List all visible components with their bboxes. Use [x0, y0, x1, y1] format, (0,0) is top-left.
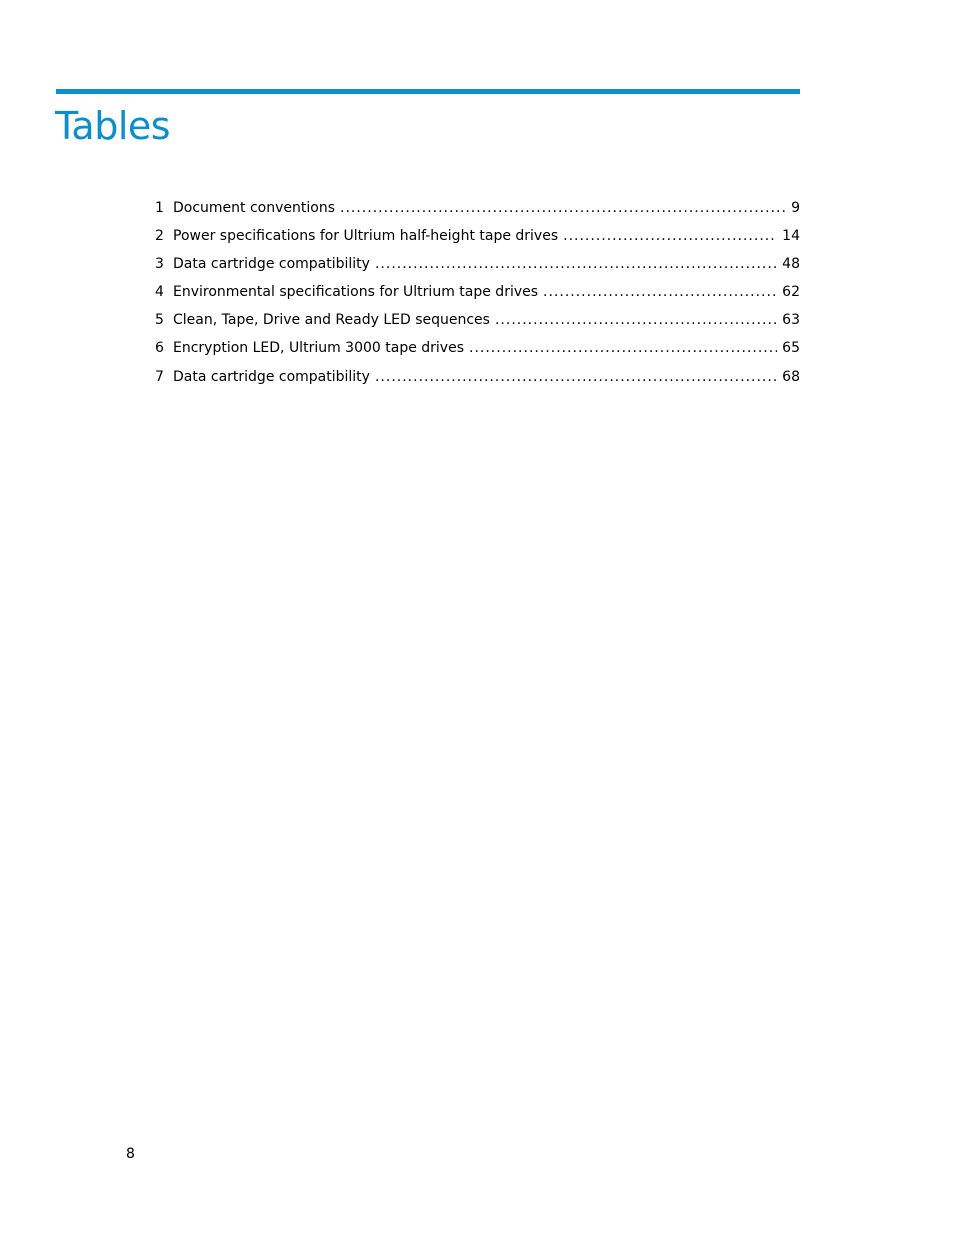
toc-entry-page: 14	[782, 228, 800, 245]
toc-entry-title: Data cartridge compatibility	[173, 368, 370, 385]
toc-entry-title: Data cartridge compatibility	[173, 256, 370, 273]
toc-entry-page: 9	[791, 200, 800, 216]
toc-entry-title: Power specifications for Ultrium half-height tape drives	[173, 228, 559, 245]
toc-entry-title: Clean, Tape, Drive and Ready LED sequences	[173, 312, 490, 329]
toc-entry-number: 6	[155, 340, 164, 357]
toc-entry-number: 7	[155, 368, 164, 385]
toc-entry[interactable]	[155, 198, 800, 226]
tables-list	[155, 198, 800, 395]
toc-entry[interactable]	[155, 282, 800, 310]
page-number: 8	[126, 1146, 135, 1162]
toc-entry-number: 2	[155, 228, 164, 245]
toc-entry-title: Encryption LED, Ultrium 3000 tape drives	[173, 340, 464, 357]
toc-entry[interactable]	[155, 338, 800, 366]
toc-entry-number: 1	[155, 200, 164, 216]
toc-entry[interactable]	[155, 254, 800, 282]
toc-entry-title: Document conventions	[173, 200, 335, 216]
toc-dot-leader	[340, 198, 786, 218]
toc-entry-page: 65	[782, 340, 800, 357]
toc-entry-page: 68	[782, 368, 800, 385]
toc-dot-leader	[563, 226, 777, 246]
toc-entry-number: 3	[155, 256, 164, 273]
toc-dot-leader	[543, 282, 777, 302]
toc-entry-number: 5	[155, 312, 164, 329]
toc-entry[interactable]	[155, 226, 800, 254]
toc-entry-title: Environmental specifications for Ultrium tape drives	[173, 284, 539, 301]
toc-dot-leader	[495, 310, 777, 330]
toc-entry-page: 63	[782, 312, 800, 329]
toc-entry[interactable]	[155, 367, 800, 395]
toc-entry[interactable]	[155, 310, 800, 338]
toc-entry-number: 4	[155, 284, 164, 301]
toc-dot-leader	[375, 254, 777, 274]
page-title: Tables	[55, 104, 171, 148]
toc-dot-leader	[469, 338, 777, 358]
title-rule	[56, 89, 800, 94]
toc-dot-leader	[375, 367, 777, 387]
toc-entry-page: 48	[782, 256, 800, 273]
toc-entry-page: 62	[782, 284, 800, 301]
